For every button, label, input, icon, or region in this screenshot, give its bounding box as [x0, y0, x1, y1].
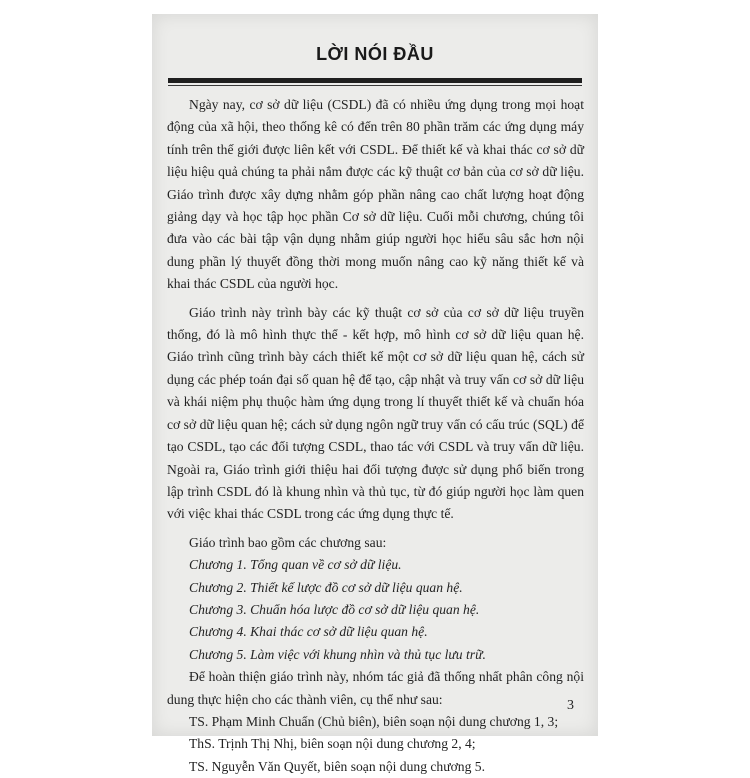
paragraph-intro: Ngày nay, cơ sở dữ liệu (CSDL) đã có nhiều ứng dụng trong mọi hoạt động của xã hội, theo thống kê có đến trên 80 phần trăm các ứng dụng máy tính trên thế giới được liên kết với CSDL. Để thiết kế và khai thác cơ sở dữ liệu hiệu quả chúng ta phải nắm được các kỹ thuật cơ bản của cơ sở dữ liệu. Giáo trình được xây dựng nhằm góp phần nâng cao chất lượng hoạt động giảng dạy và học tập học phần Cơ sở dữ liệu. Cuối mỗi chương, chúng tôi đưa vào các bài tập vận dụng nhằm giúp người học hiểu sâu sắc hơn nội dung phần lý thuyết đồng thời mong muốn nâng cao kỹ năng thiết kế và khai thác CSDL của người học. — [167, 97, 584, 292]
author-item-2: ThS. Trịnh Thị Nhị, biên soạn nội dung chương 2, 4; — [189, 736, 476, 752]
title-rule-thick — [168, 78, 582, 83]
paragraph-content: Giáo trình này trình bày các kỹ thuật cơ sở của cơ sở dữ liệu truyền thống, đó là mô hình thực thể - kết hợp, mô hình cơ sở dữ liệu quan hệ. Giáo trình cũng trình bày cách thiết kế một cơ sở dữ liệu quan hệ, cách sử dụng các phép toán đại số quan hệ để tạo, cập nhật và truy vấn cơ sở dữ liệu và khái niệm phụ thuộc hàm ứng dụng trong lí thuyết thiết kế và chuẩn hóa cơ sở dữ liệu quan hệ; cách sử dụng ngôn ngữ truy vấn có cấu trúc (SQL) để tạo CSDL, tạo các đối tượng CSDL, thao tác với CSDL và truy vấn dữ liệu. Ngoài ra, Giáo trình giới thiệu hai đối tượng được sử dụng phổ biến trong lập trình CSDL đó là khung nhìn và thủ tục, từ đó giúp người học làm quen với việc khai thác CSDL trong các ứng dụng thực tế. — [167, 304, 584, 522]
author-item-1: TS. Phạm Minh Chuẩn (Chủ biên), biên soạn nội dung chương 1, 3; — [189, 713, 559, 729]
page-title: LỜI NÓI ĐẦU — [316, 44, 434, 64]
chapter-item-3: Chương 3. Chuẩn hóa lược đồ cơ sở dữ liệu quan hệ. — [189, 601, 480, 617]
chapter-item-4: Chương 4. Khai thác cơ sở dữ liệu quan hệ. — [189, 624, 428, 640]
title-rule-thin — [168, 85, 582, 86]
page-body — [167, 94, 584, 778]
authors-intro: Để hoàn thiện giáo trình này, nhóm tác giả đã thống nhất phân công nội dung thực hiện cho các thành viên, cụ thể như sau: — [167, 669, 584, 707]
page-number: 3 — [567, 698, 574, 713]
chapter-item-2: Chương 2. Thiết kế lược đồ cơ sở dữ liệu quan hệ. — [189, 579, 463, 595]
author-item-3: TS. Nguyễn Văn Quyết, biên soạn nội dung chương 5. — [189, 758, 485, 774]
chapter-item-5: Chương 5. Làm việc với khung nhìn và thủ tục lưu trữ. — [189, 646, 486, 662]
chapter-item-1: Chương 1. Tổng quan về cơ sở dữ liệu. — [189, 557, 402, 573]
chapters-intro: Giáo trình bao gồm các chương sau: — [189, 534, 387, 550]
book-page — [152, 14, 598, 774]
